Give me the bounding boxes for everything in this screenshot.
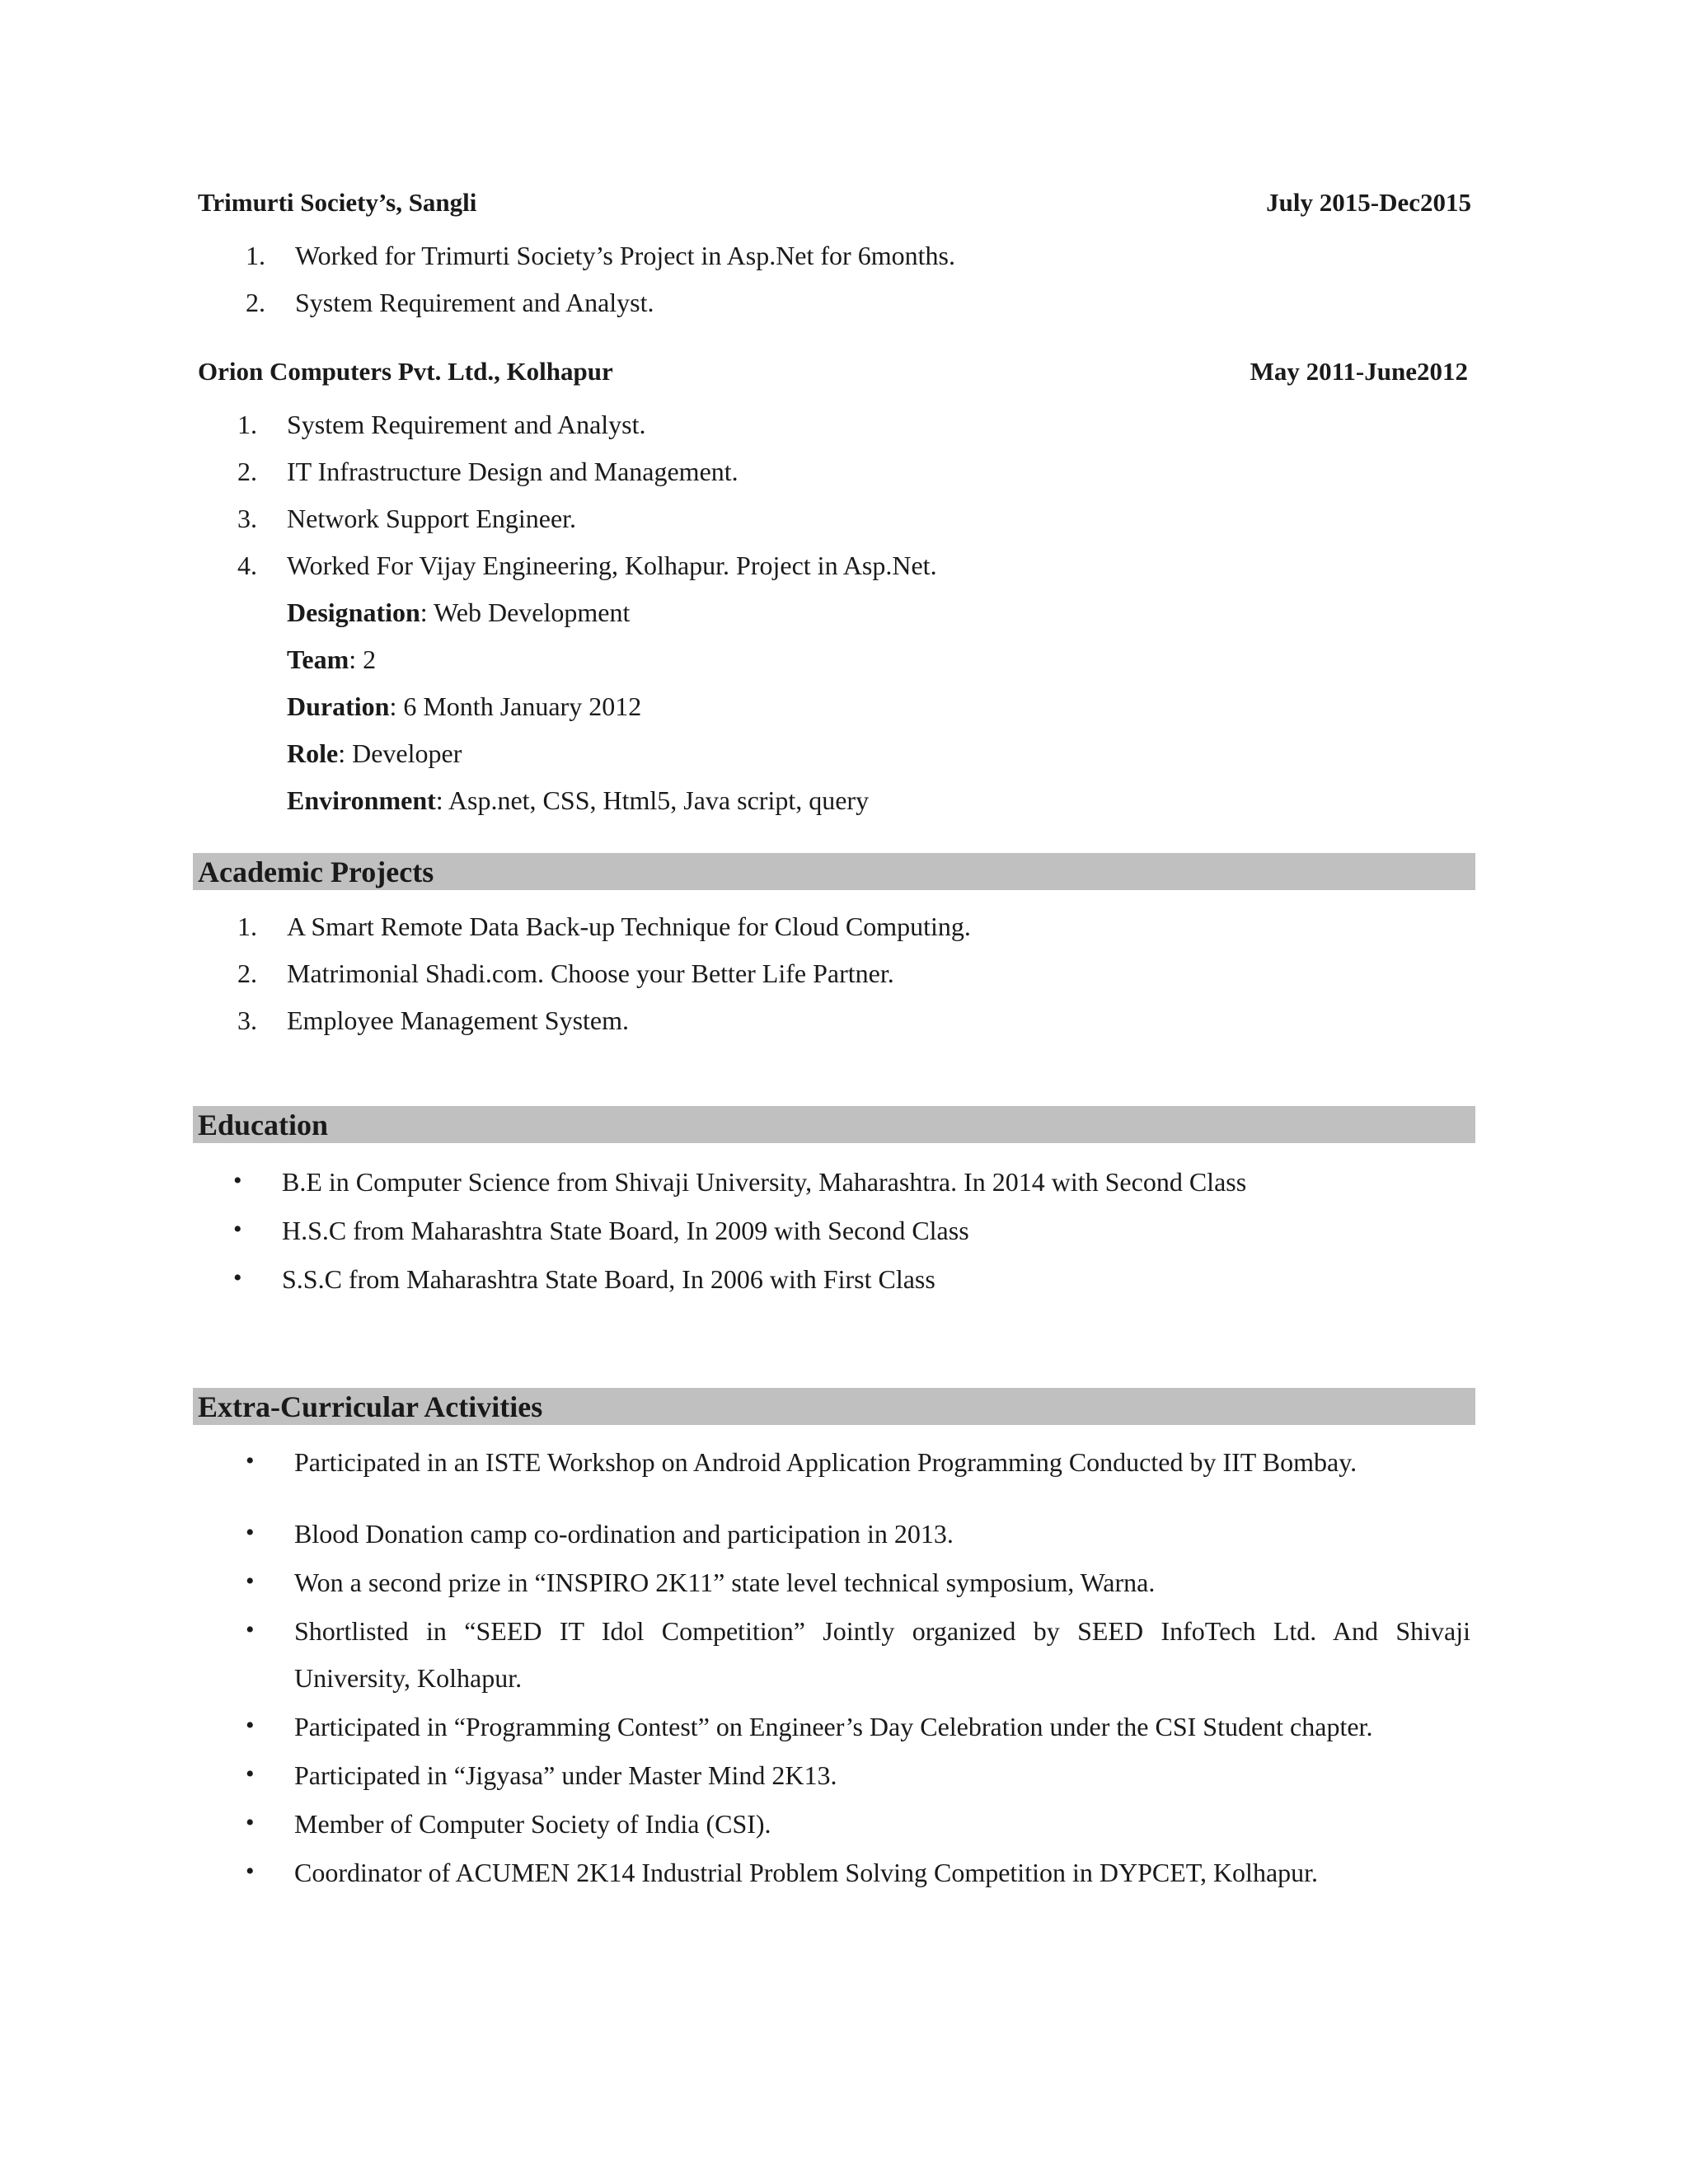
detail-label: Duration — [287, 691, 390, 721]
activity-item: Participated in “Jigyasa” under Master Mind 2K13. — [294, 1760, 837, 1790]
detail-duration — [287, 691, 641, 722]
activity-item: Won a second prize in “INSPIRO 2K11” state level technical symposium, Warna. — [294, 1568, 1156, 1597]
project-number: 3. — [237, 1005, 257, 1035]
detail-value: : 6 Month January 2012 — [389, 691, 642, 721]
bullet-icon: • — [246, 1712, 255, 1739]
bullet-icon: • — [246, 1568, 255, 1595]
detail-team — [287, 644, 376, 675]
project-number: 1. — [237, 912, 257, 941]
job-item-number: 1. — [237, 410, 257, 439]
job-item-text: System Requirement and Analyst. — [287, 410, 646, 439]
activity-item: Coordinator of ACUMEN 2K14 Industrial Problem Solving Competition in DYPCET, Kolhapur. — [294, 1858, 1319, 1887]
detail-label: Team — [287, 644, 349, 674]
job-dates: May 2011-June2012 — [1250, 357, 1468, 386]
activity-item: Blood Donation camp co-ordination and participation in 2013. — [294, 1519, 954, 1549]
job-item-text: System Requirement and Analyst. — [295, 288, 654, 317]
job-item-number: 2. — [246, 288, 265, 317]
detail-value: : 2 — [349, 644, 377, 674]
bullet-icon: • — [233, 1216, 242, 1243]
detail-environment — [287, 785, 869, 816]
section-header-education — [193, 1106, 1475, 1143]
job-organization: Trimurti Society’s, Sangli — [198, 188, 477, 217]
detail-value: : Asp.net, CSS, Html5, Java script, query — [435, 785, 870, 815]
detail-label: Role — [287, 738, 339, 768]
job-item-number: 2. — [237, 457, 257, 486]
bullet-icon: • — [246, 1760, 255, 1788]
activity-item: Member of Computer Society of India (CSI). — [294, 1809, 771, 1839]
section-title: Extra-Curricular Activities — [198, 1390, 543, 1423]
job-dates: July 2015-Dec2015 — [1266, 188, 1471, 217]
job-item-text: Network Support Engineer. — [287, 504, 577, 533]
detail-label: Designation — [287, 598, 420, 627]
bullet-icon: • — [246, 1809, 255, 1836]
job-item-text: IT Infrastructure Design and Management. — [287, 457, 738, 486]
section-title: Academic Projects — [198, 855, 434, 888]
activity-item: Shortlisted in “SEED IT Idol Competition” Jointly organized by SEED InfoTech Ltd. And Shivaji — [294, 1616, 1470, 1646]
detail-value: : Developer — [338, 738, 462, 768]
job-item-text: Worked for Trimurti Society’s Project in Asp.Net for 6months. — [295, 241, 955, 270]
project-text: Matrimonial Shadi.com. Choose your Better Life Partner. — [287, 958, 894, 988]
bullet-icon: • — [246, 1447, 255, 1474]
job-item-number: 1. — [246, 241, 265, 270]
bullet-icon: • — [233, 1264, 242, 1291]
job-item-number: 3. — [237, 504, 257, 533]
bullet-icon: • — [246, 1858, 255, 1885]
detail-label: Environment — [287, 785, 436, 815]
education-item: H.S.C from Maharashtra State Board, In 2009 with Second Class — [282, 1216, 969, 1245]
bullet-icon: • — [246, 1519, 255, 1546]
detail-designation — [287, 598, 630, 628]
job-item-number: 4. — [237, 551, 257, 580]
activity-item: Participated in “Programming Contest” on Engineer’s Day Celebration under the CSI Student chapter. — [294, 1712, 1373, 1741]
activity-item: Participated in an ISTE Workshop on Android Application Programming Conducted by IIT Bombay. — [294, 1447, 1357, 1477]
project-text: A Smart Remote Data Back-up Technique for Cloud Computing. — [287, 912, 971, 941]
detail-role — [287, 738, 462, 769]
education-item: B.E in Computer Science from Shivaji University, Maharashtra. In 2014 with Second Class — [282, 1167, 1247, 1197]
project-number: 2. — [237, 958, 257, 988]
bullet-icon: • — [246, 1616, 255, 1643]
section-title: Education — [198, 1108, 329, 1141]
job-item-text: Worked For Vijay Engineering, Kolhapur. Project in Asp.Net. — [287, 551, 937, 580]
detail-value: : Web Development — [420, 598, 631, 627]
bullet-icon: • — [233, 1167, 242, 1194]
project-text: Employee Management System. — [287, 1005, 630, 1035]
activity-item-continuation: University, Kolhapur. — [294, 1663, 523, 1693]
education-item: S.S.C from Maharashtra State Board, In 2006 with First Class — [282, 1264, 935, 1294]
section-header-academic — [193, 853, 1475, 890]
job-organization: Orion Computers Pvt. Ltd., Kolhapur — [198, 357, 613, 386]
section-header-extra-curricular — [193, 1388, 1475, 1425]
